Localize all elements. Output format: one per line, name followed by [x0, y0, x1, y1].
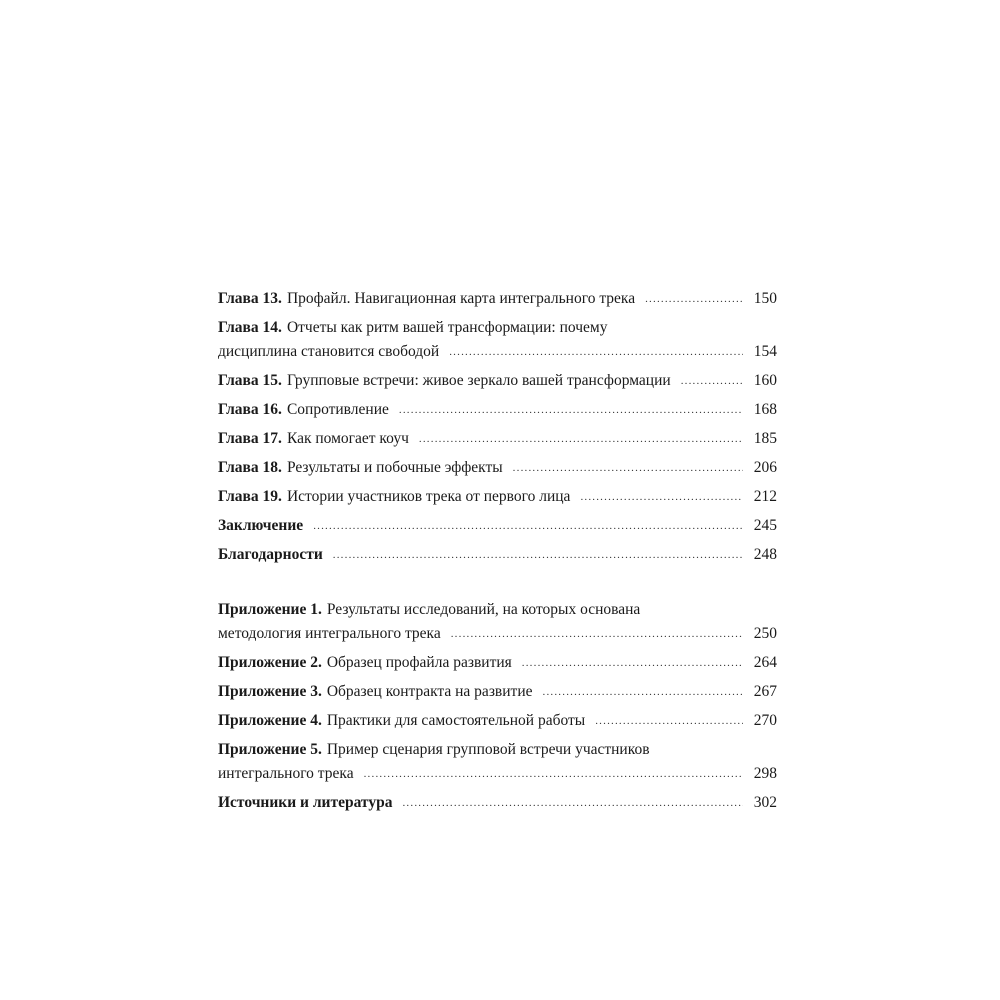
toc-entry[interactable] [218, 648, 777, 677]
dot-leader [313, 512, 743, 541]
toc-entry[interactable] [218, 677, 777, 706]
toc-entry-title: Отчеты как ритм вашей трансформации: почему [286, 319, 608, 336]
toc-entry-page-number: 250 [753, 625, 777, 642]
toc-entry-page-number: 264 [753, 654, 777, 671]
toc-entry-page-number: 168 [753, 401, 777, 418]
toc-entry-line [218, 313, 777, 337]
toc-entry-line [218, 511, 777, 540]
toc-entry-page-number: 267 [753, 683, 777, 700]
toc-entry[interactable] [218, 595, 777, 648]
toc-entry-prefix: Глава 18. [218, 459, 282, 476]
toc-group-gap [218, 569, 777, 595]
toc-entry-prefix: Источники и литература [218, 794, 393, 811]
toc-entry-page-number: 206 [753, 459, 777, 476]
table-of-contents [218, 284, 777, 817]
toc-group-chapters [218, 284, 777, 569]
toc-entry-prefix: Глава 14. [218, 319, 282, 336]
toc-entry-line [218, 677, 777, 706]
dot-leader [399, 396, 743, 425]
toc-entry-page-number: 212 [753, 488, 777, 505]
toc-entry-line [218, 366, 777, 395]
toc-entry-title: Пример сценария групповой встречи участников [326, 741, 650, 758]
toc-entry-page-number: 298 [753, 765, 777, 782]
toc-entry-line [218, 619, 777, 648]
dot-leader [513, 454, 743, 483]
toc-entry-title: Образец контракта на развитие [326, 683, 533, 700]
toc-entry[interactable] [218, 540, 777, 569]
toc-entry[interactable] [218, 735, 777, 788]
toc-entry-page-number: 160 [753, 372, 777, 389]
toc-entry-page-number: 154 [753, 343, 777, 360]
dot-leader [402, 789, 743, 818]
toc-entry-line [218, 735, 777, 759]
toc-entry-line [218, 759, 777, 788]
toc-entry-page-number: 150 [753, 290, 777, 307]
toc-entry[interactable] [218, 788, 777, 817]
toc-entry-prefix: Приложение 2. [218, 654, 322, 671]
dot-leader [364, 760, 743, 789]
toc-entry[interactable] [218, 395, 777, 424]
toc-entry-line [218, 424, 777, 453]
toc-entry[interactable] [218, 482, 777, 511]
toc-entry-line [218, 337, 777, 366]
toc-entry-line [218, 453, 777, 482]
dot-leader [595, 707, 743, 736]
toc-entry-title: Истории участников трека от первого лица [286, 488, 571, 505]
dot-leader [333, 541, 743, 570]
toc-entry[interactable] [218, 313, 777, 366]
toc-entry-prefix: Приложение 1. [218, 601, 322, 618]
toc-entry-page-number: 248 [753, 546, 777, 563]
dot-leader [522, 649, 743, 678]
dot-leader [645, 285, 743, 314]
toc-entry-page-number: 185 [753, 430, 777, 447]
toc-entry-line [218, 284, 777, 313]
dot-leader [419, 425, 743, 454]
toc-entry-title-continued: интегрального трека [218, 765, 354, 782]
toc-entry[interactable] [218, 706, 777, 735]
toc-entry-line [218, 595, 777, 619]
toc-entry-title: Образец профайла развития [326, 654, 512, 671]
toc-entry[interactable] [218, 511, 777, 540]
toc-group-appendices [218, 595, 777, 817]
toc-entry-title-continued: методология интегрального трека [218, 625, 441, 642]
dot-leader [543, 678, 744, 707]
toc-entry[interactable] [218, 284, 777, 313]
dot-leader [681, 367, 743, 396]
toc-entry-prefix: Глава 13. [218, 290, 282, 307]
dot-leader [451, 620, 743, 649]
toc-entry[interactable] [218, 366, 777, 395]
dot-leader [449, 338, 743, 367]
toc-entry-page-number: 245 [753, 517, 777, 534]
toc-entry-prefix: Приложение 4. [218, 712, 322, 729]
toc-entry-prefix: Глава 15. [218, 372, 282, 389]
toc-entry-line [218, 395, 777, 424]
toc-entry-prefix: Глава 17. [218, 430, 282, 447]
toc-entry[interactable] [218, 424, 777, 453]
toc-entry-title: Как помогает коуч [286, 430, 409, 447]
toc-entry-title: Практики для самостоятельной работы [326, 712, 586, 729]
toc-entry[interactable] [218, 453, 777, 482]
toc-entry-prefix: Заключение [218, 517, 304, 534]
toc-entry-line [218, 482, 777, 511]
toc-entry-title: Профайл. Навигационная карта интегрального трека [286, 290, 636, 307]
toc-entry-line [218, 648, 777, 677]
toc-entry-page-number: 270 [753, 712, 777, 729]
toc-entry-line [218, 706, 777, 735]
toc-entry-title-continued: дисциплина становится свободой [218, 343, 440, 360]
toc-entry-title: Групповые встречи: живое зеркало вашей трансформации [286, 372, 671, 389]
toc-entry-title: Результаты и побочные эффекты [286, 459, 503, 476]
toc-entry-title: Сопротивление [286, 401, 389, 418]
toc-entry-prefix: Глава 16. [218, 401, 282, 418]
toc-entry-title: Результаты исследований, на которых основана [326, 601, 641, 618]
dot-leader [580, 483, 743, 512]
toc-entry-prefix: Глава 19. [218, 488, 282, 505]
toc-entry-prefix: Благодарности [218, 546, 323, 563]
toc-entry-line [218, 788, 777, 817]
toc-entry-page-number: 302 [753, 794, 777, 811]
toc-entry-prefix: Приложение 3. [218, 683, 322, 700]
toc-entry-line [218, 540, 777, 569]
toc-entry-prefix: Приложение 5. [218, 741, 322, 758]
